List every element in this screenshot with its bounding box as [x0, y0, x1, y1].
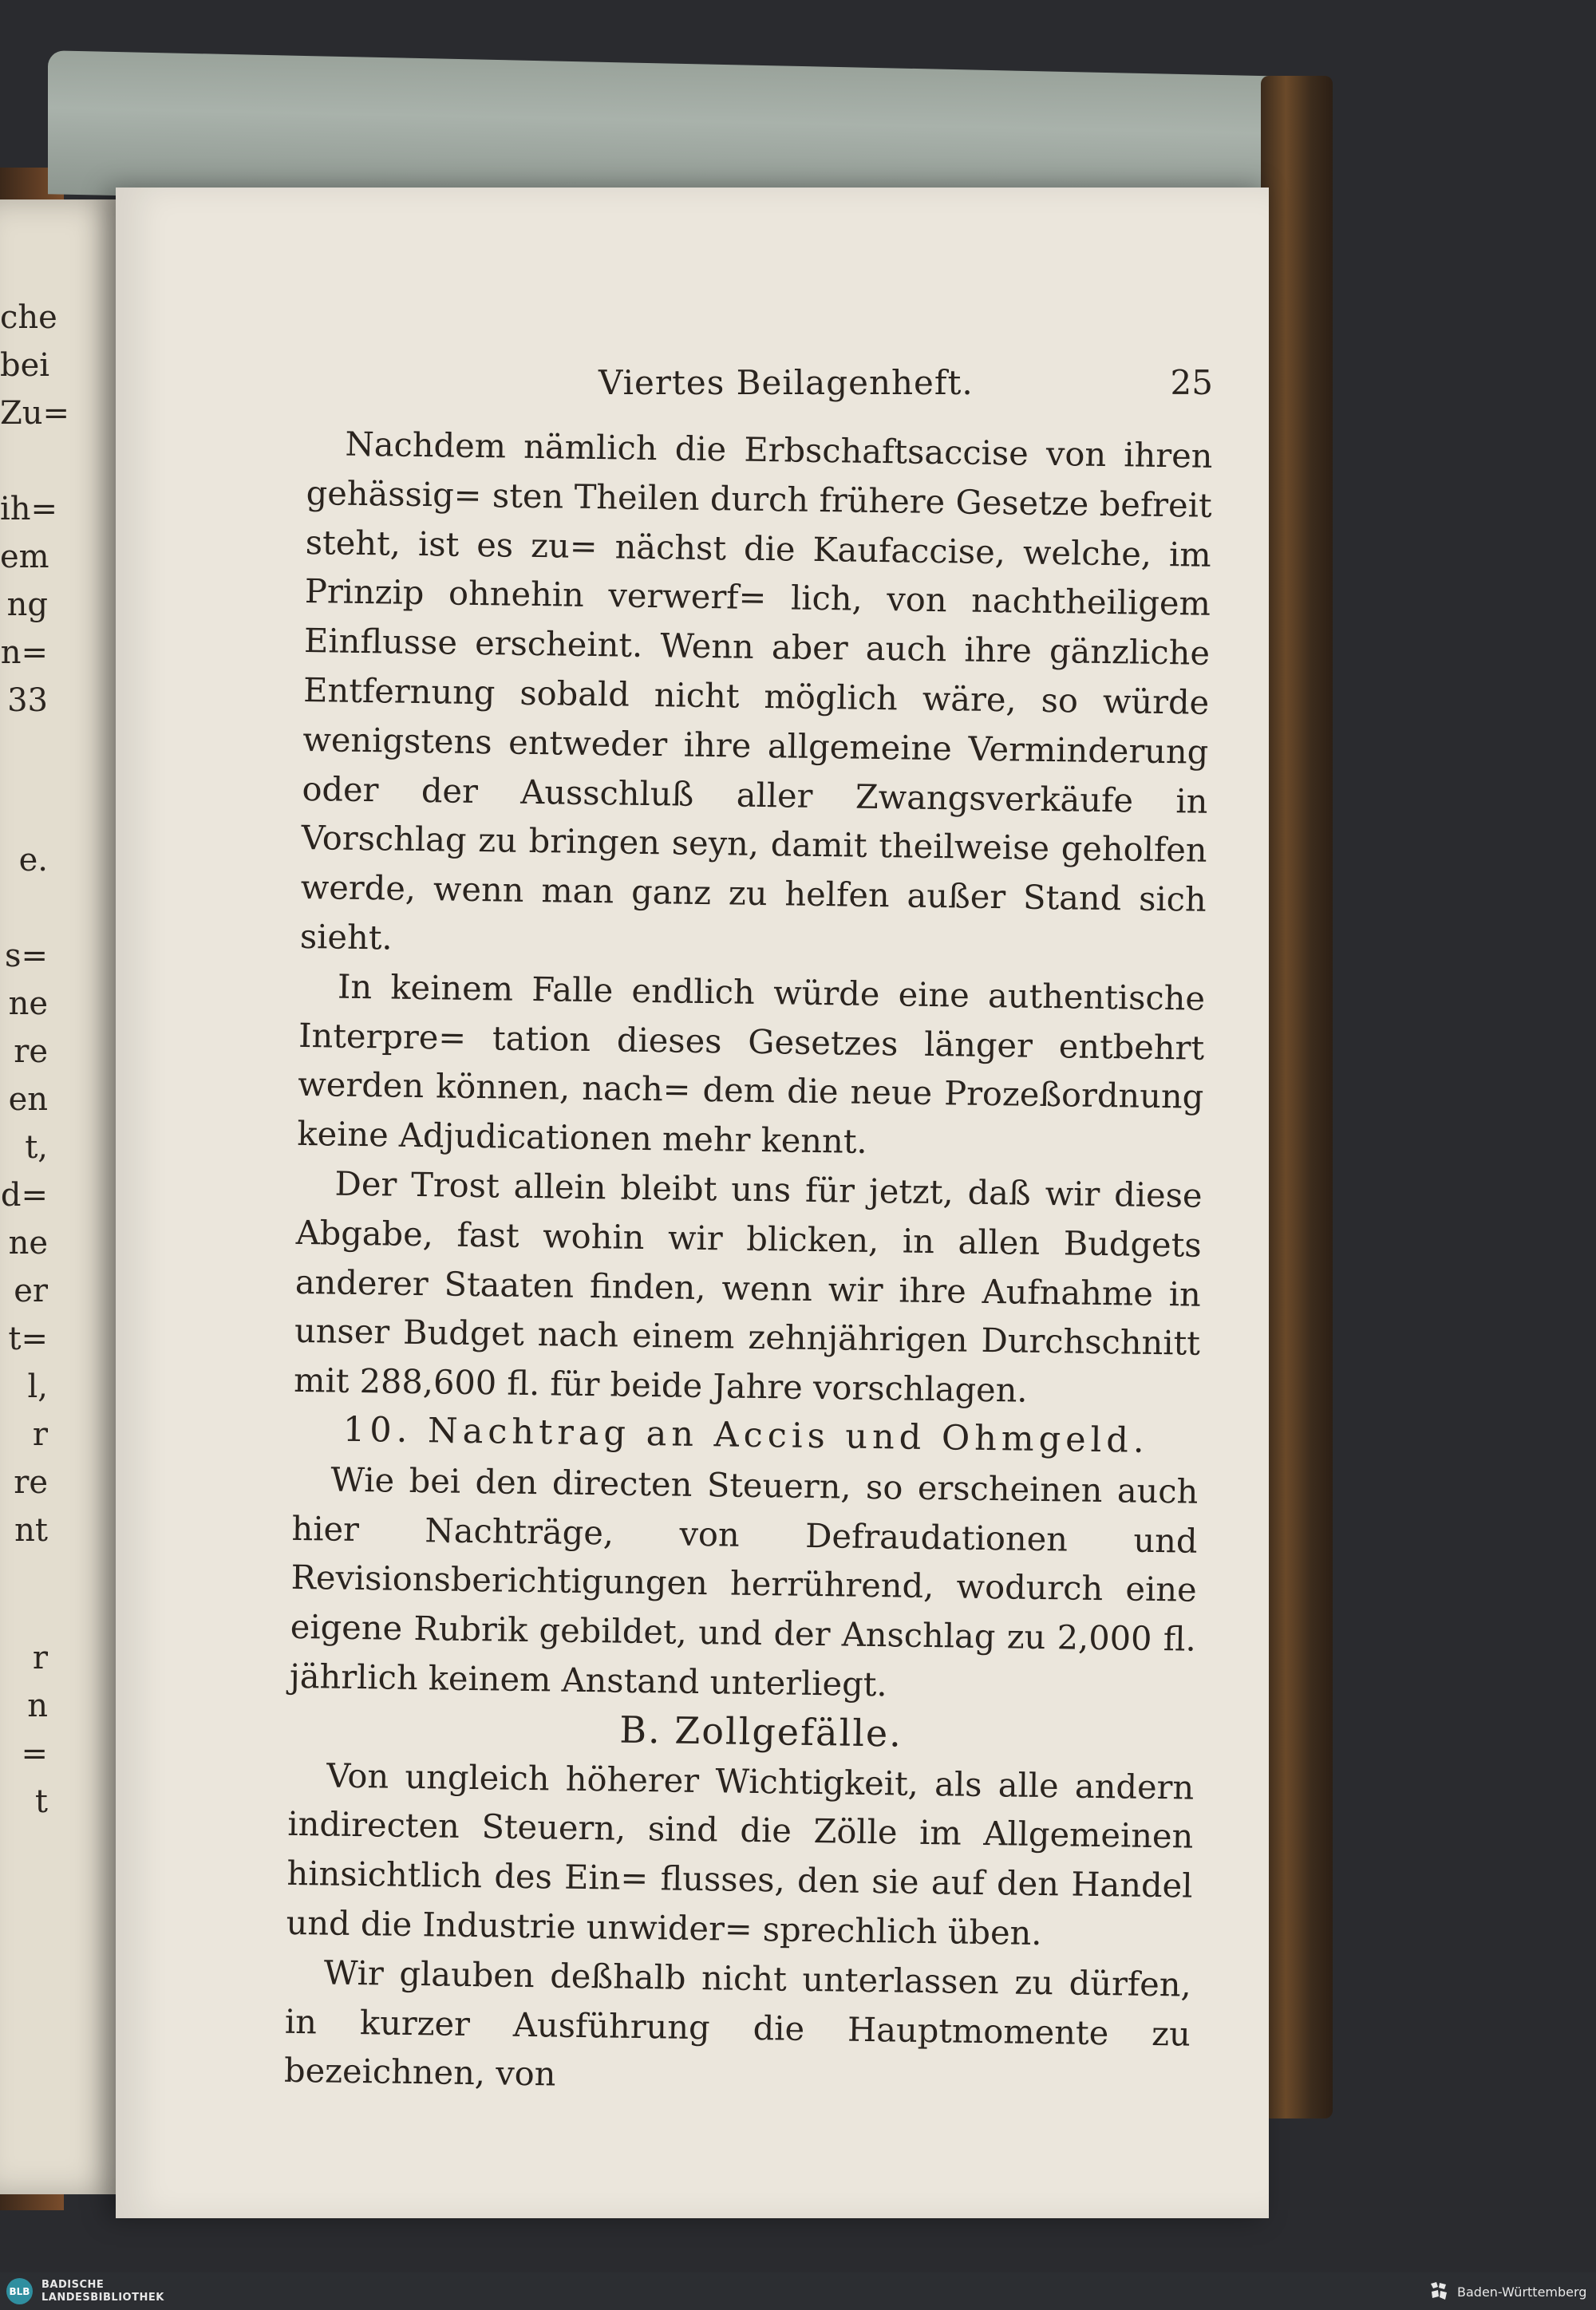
paragraph: Wie bei den directen Steuern, so erscheinen auch hier Nachträge, von Defraudationen und Revisionsberichtigungen herrührend, wodurch eine eigene Rubrik gebildet, und der Anschlag zu 2,000 fl. jährlich keinem Anstand unterliegt.	[289, 1459, 1199, 1704]
margin-text-fragment: ng	[6, 586, 48, 623]
margin-text-fragment: s=	[4, 938, 48, 974]
margin-text-fragment: ne	[8, 985, 48, 1022]
running-head	[479, 363, 1213, 411]
margin-text-fragment: d=	[0, 1177, 48, 1214]
library-name-line: BADISCHE	[41, 2279, 105, 2291]
margin-text-fragment: en	[8, 1081, 48, 1118]
page-number: 25	[1170, 363, 1213, 402]
margin-text-fragment: r	[32, 1640, 48, 1676]
paragraph: In keinem Falle endlich würde eine authentische Interpre= tation dieses Gesetzes länger entbehrt werden können, nach= dem die neue Prozeßordnung keine Adjudicationen mehr kennt.	[297, 966, 1206, 1162]
margin-text-fragment: em	[0, 539, 49, 575]
margin-text-fragment: t,	[25, 1129, 48, 1166]
paragraph: Wir glauben deßhalb nicht unterlassen zu dürfen, in kurzer Ausführung die Hauptmomente zu bezeichnen, von	[283, 1953, 1192, 2094]
right-page	[116, 188, 1269, 2218]
left-page	[0, 199, 124, 2194]
library-name	[41, 2279, 164, 2304]
blb-logo-icon[interactable]: BLB	[6, 2278, 33, 2304]
margin-text-fragment: ih=	[0, 491, 58, 527]
margin-text-fragment: che	[0, 299, 57, 336]
margin-text-fragment: r	[32, 1416, 48, 1453]
margin-text-fragment: ne	[8, 1225, 48, 1262]
paragraph: Der Trost allein bleibt uns für jetzt, daß wir diese Abgabe, fast wohin wir blicken, in allen Budgets anderer Staaten finden, wenn wir ihre Aufnahme in unser Budget nach einem zehnjährigen Durchschnitt mit 288,600 fl. für beide Jahre vorschlagen.	[293, 1163, 1203, 1410]
margin-text-fragment: re	[14, 1464, 48, 1501]
margin-text-fragment: re	[14, 1033, 48, 1070]
margin-text-fragment: Zu=	[0, 395, 70, 432]
viewer-footer	[0, 2272, 1596, 2310]
margin-text-fragment: l,	[27, 1368, 48, 1405]
body-text	[284, 419, 1213, 2108]
running-title: Viertes Beilagenheft.	[598, 363, 974, 402]
margin-text-fragment: er	[14, 1273, 48, 1309]
margin-text-fragment: n	[27, 1688, 48, 1724]
book-cover-right	[1261, 76, 1333, 2118]
baden-wuerttemberg-logo-icon	[1428, 2280, 1449, 2303]
margin-text-fragment: e.	[18, 842, 48, 879]
section-heading: B. Zollgefälle.	[618, 1708, 903, 1755]
margin-text-fragment: 33	[7, 682, 48, 719]
margin-text-fragment: nt	[14, 1512, 48, 1549]
margin-text-fragment: n=	[0, 634, 48, 671]
section-heading: 10. Nachtrag an Accis und Ohmgeld.	[342, 1409, 1149, 1461]
margin-text-fragment: bei	[0, 347, 50, 384]
margin-text-fragment: t=	[8, 1321, 48, 1357]
margin-text-fragment: t	[34, 1783, 48, 1820]
margin-text-fragment: =	[21, 1735, 48, 1772]
state-name: Baden-Württemberg	[1457, 2284, 1587, 2300]
paragraph: Von ungleich höherer Wichtigkeit, als alle andern indirecten Steuern, sind die Zölle im Allgemeinen hinsichtlich des Ein= flusses, den sie auf den Handel und die Industrie unwider= sprechlich üben.	[286, 1755, 1195, 1953]
paragraph: Nachdem nämlich die Erbschaftsaccise von ihren gehässig= sten Theilen durch frühere Gesetze befreit steht, ist es zu= nächst die Kaufaccise, welche, im Prinzip ohnehin verwerf= lich, von nachtheiligem Einflusse erscheint. Wenn aber auch ihre gänzliche Entfernung sobald nicht möglich wäre, so würde wenigstens entweder ihre allgemeine Verminderung oder der Ausschluß aller Zwangsverkäufe in Vorschlag zu bringen seyn, damit theilweise geholfen werde, wenn man ganz zu helfen außer Stand sich sieht.	[299, 424, 1213, 958]
library-name-line: LANDESBIBLIOTHEK	[41, 2292, 164, 2304]
